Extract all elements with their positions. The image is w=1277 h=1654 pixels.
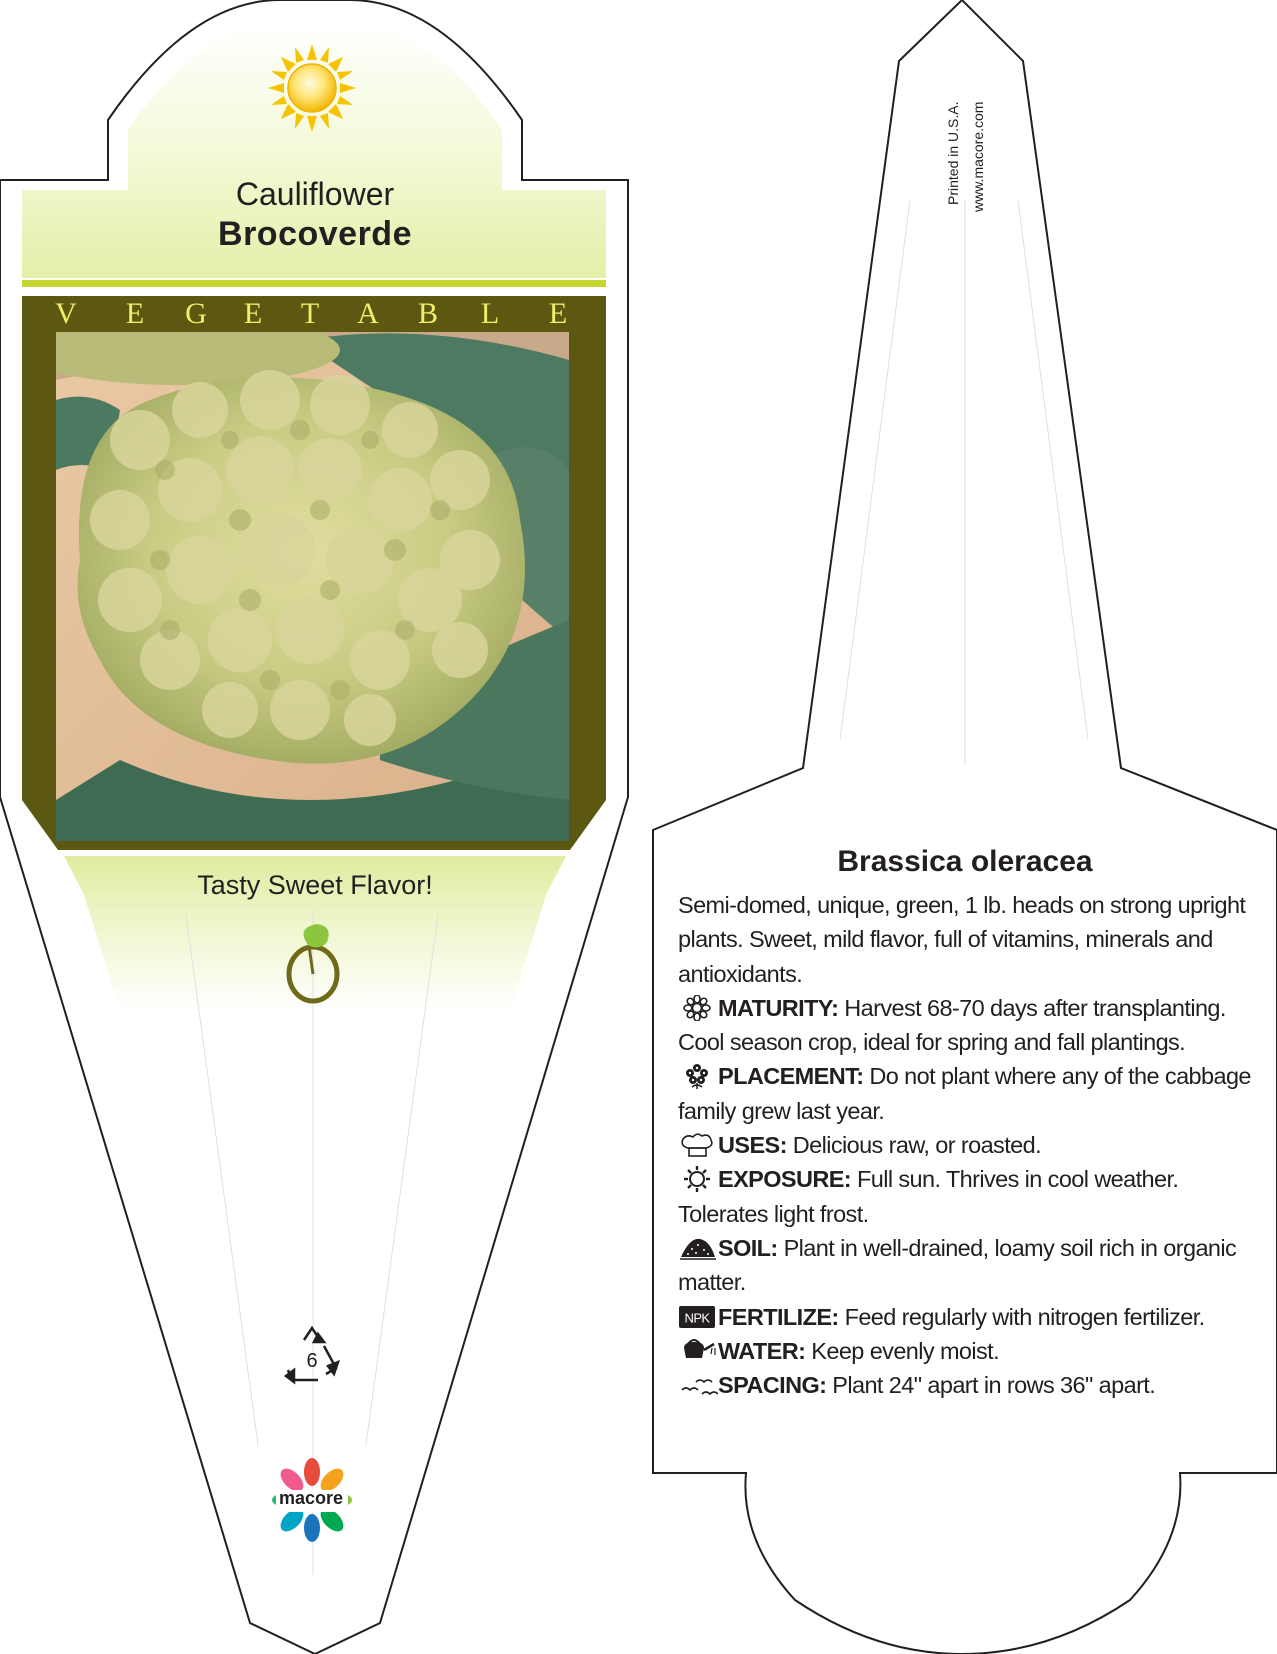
category-letter: L	[480, 297, 500, 330]
detail-spacing	[678, 1368, 1258, 1402]
detail-text: Keep evenly moist.	[811, 1337, 1000, 1364]
category-letter: A	[357, 297, 379, 330]
detail-text: Plant 24" apart in rows 36" apart.	[832, 1372, 1156, 1399]
chef-hat-icon	[678, 1132, 718, 1158]
detail-soil	[678, 1231, 1258, 1300]
detail-maturity	[678, 991, 1258, 1060]
category-letter: V	[55, 297, 77, 330]
detail-fertilize	[678, 1300, 1258, 1334]
detail-text: Delicious raw, or roasted.	[792, 1132, 1042, 1159]
detail-text: Do not plant where any of the cabbage family grew last year.	[678, 1063, 1251, 1124]
flower-cluster-icon	[678, 1063, 718, 1089]
detail-uses	[678, 1128, 1258, 1162]
spacing-birds-icon	[678, 1372, 718, 1398]
flower-clock-icon	[678, 995, 718, 1021]
recycle-code: 6	[306, 1350, 318, 1372]
detail-exposure	[678, 1162, 1258, 1231]
care-instructions	[678, 888, 1258, 1402]
sun-outline-icon	[678, 1166, 718, 1192]
printed-in-text: Printed in U.S.A.	[945, 101, 961, 205]
brand-logo-text: macore	[278, 1488, 344, 1508]
watering-can-icon	[678, 1338, 718, 1364]
detail-text: Plant in well-drained, loamy soil rich in organic matter.	[678, 1234, 1237, 1296]
detail-text: Full sun. Thrives in cool weather. Tolerates light frost.	[678, 1166, 1179, 1227]
category-letter: E	[548, 297, 568, 330]
variety-name: Brocoverde	[218, 215, 412, 253]
detail-label: PLACEMENT:	[718, 1063, 864, 1090]
species-name: Brassica oleracea	[837, 845, 1093, 878]
category-letter: E	[125, 297, 145, 330]
detail-label: SPACING:	[718, 1372, 827, 1399]
category-letter: E	[243, 297, 263, 330]
detail-label: FERTILIZE:	[718, 1303, 839, 1330]
detail-label: EXPOSURE:	[718, 1166, 852, 1193]
detail-label: USES:	[718, 1132, 787, 1159]
tagline: Tasty Sweet Flavor!	[197, 870, 433, 900]
detail-label: WATER:	[718, 1337, 806, 1364]
description: Semi-domed, unique, green, 1 lb. heads on strong upright plants. Sweet, mild flavor, full of vitamins, minerals and antioxidants.	[678, 892, 1246, 987]
detail-water	[678, 1334, 1258, 1368]
detail-text: Feed regularly with nitrogen fertilizer.	[844, 1303, 1205, 1330]
npk-text: NPK	[684, 1310, 710, 1326]
category-letter: T	[300, 297, 320, 330]
category-letter: B	[417, 297, 438, 330]
detail-placement	[678, 1059, 1258, 1128]
detail-label: SOIL:	[718, 1234, 778, 1261]
soil-pile-icon	[678, 1235, 718, 1261]
website-text: www.macore.com	[970, 101, 986, 212]
npk-icon	[678, 1304, 718, 1330]
common-name: Cauliflower	[235, 176, 395, 212]
category-letter: G	[185, 297, 207, 330]
detail-text: Harvest 68-70 days after transplanting. Cool season crop, ideal for spring and fall plantings.	[678, 994, 1226, 1056]
detail-label: MATURITY:	[718, 994, 839, 1021]
